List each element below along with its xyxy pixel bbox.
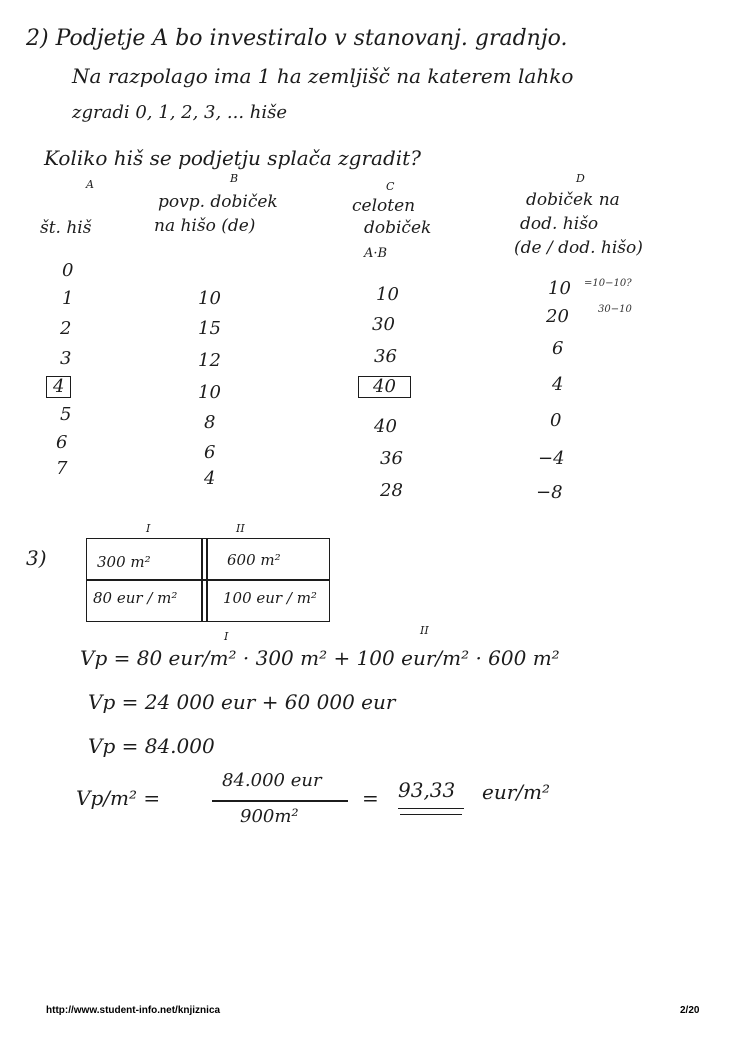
eq1-mark-I: I xyxy=(224,630,229,643)
row-c-4-boxed: 40 xyxy=(358,376,411,398)
row-a-6: 6 xyxy=(56,432,68,453)
problem3-table xyxy=(86,538,330,622)
result-underline-1 xyxy=(398,808,464,809)
footer-url[interactable]: http://www.student-info.net/knjiznica xyxy=(46,1005,221,1016)
row-b-7: 4 xyxy=(204,468,216,489)
header-d2: dod. hišo xyxy=(520,214,599,234)
row-b-5: 8 xyxy=(204,412,216,433)
row-a-2: 2 xyxy=(60,318,72,339)
problem2-line3: zgradi 0, 1, 2, 3, ... hiše xyxy=(72,102,288,123)
note-1: =10−10? xyxy=(584,278,632,289)
row-b-2: 15 xyxy=(198,318,221,339)
header-c1: celoten xyxy=(352,196,416,216)
row-d-2: 20 xyxy=(546,306,569,327)
result-underline-2 xyxy=(400,814,462,815)
row-b-1: 10 xyxy=(198,288,221,309)
eq4-equals: = xyxy=(362,786,379,810)
eq4-fraction-line xyxy=(212,800,348,802)
cell-i-price: 80 eur / m² xyxy=(93,589,178,607)
row-a-0: 0 xyxy=(62,260,74,281)
row-b-4: 10 xyxy=(198,382,221,403)
problem3-col-II: II xyxy=(236,522,245,535)
table-row-divider xyxy=(87,579,329,581)
row-b-6: 6 xyxy=(204,442,216,463)
header-d3: (de / dod. hišo) xyxy=(514,238,643,258)
page-number: 2/20 xyxy=(680,1005,700,1016)
eq4-result: 93,33 xyxy=(398,778,456,802)
eq4-denominator: 900m² xyxy=(240,806,299,827)
problem2-line1: 2) Podjetje A bo investiralo v stanovanj. gradnjo. xyxy=(26,26,568,51)
row-c-5: 40 xyxy=(374,416,397,437)
header-b2: na hišo (de) xyxy=(154,216,256,236)
eq4-left: Vp/m² = xyxy=(76,786,161,810)
equation-3: Vp = 84.000 xyxy=(88,734,215,758)
col-letter-d: D xyxy=(576,172,585,185)
problem3-label: 3) xyxy=(26,546,47,570)
header-b1: povp. dobiček xyxy=(158,192,278,212)
header-c2: dobiček xyxy=(364,218,432,238)
row-d-4: 4 xyxy=(552,374,564,395)
problem2-question: Koliko hiš se podjetju splača zgradit? xyxy=(44,146,421,170)
row-a-7: 7 xyxy=(56,458,68,479)
row-a-4-boxed: 4 xyxy=(46,376,71,398)
row-c-7: 28 xyxy=(380,480,403,501)
equation-1: Vp = 80 eur/m² · 300 m² + 100 eur/m² · 600 m² xyxy=(80,646,560,670)
row-c-3: 36 xyxy=(374,346,397,367)
row-d-5: 0 xyxy=(550,410,562,431)
eq4-numerator: 84.000 eur xyxy=(222,770,322,791)
header-c-formula: A·B xyxy=(364,246,388,261)
row-d-6: −4 xyxy=(538,448,565,469)
note-2: 30−10 xyxy=(598,304,632,315)
eq1-mark-II: II xyxy=(420,624,429,637)
problem2-line2: Na razpolago ima 1 ha zemljišč na katerem lahko xyxy=(72,64,574,88)
row-c-6: 36 xyxy=(380,448,403,469)
cell-ii-price: 100 eur / m² xyxy=(223,589,317,607)
col-letter-b: B xyxy=(230,172,239,185)
cell-ii-area: 600 m² xyxy=(227,551,281,569)
header-a: št. hiš xyxy=(40,218,92,238)
col-letter-a: A xyxy=(86,178,94,191)
eq4-unit: eur/m² xyxy=(482,780,550,804)
col-letter-c: C xyxy=(386,180,395,193)
row-c-1: 10 xyxy=(376,284,399,305)
cell-i-area: 300 m² xyxy=(97,553,151,571)
row-c-2: 30 xyxy=(372,314,395,335)
row-a-3: 3 xyxy=(60,348,72,369)
problem3-col-I: I xyxy=(146,522,151,535)
equation-2: Vp = 24 000 eur + 60 000 eur xyxy=(88,690,396,714)
row-a-1: 1 xyxy=(62,288,74,309)
row-d-7: −8 xyxy=(536,482,563,503)
header-d1: dobiček na xyxy=(526,190,620,210)
row-d-3: 6 xyxy=(552,338,564,359)
row-a-5: 5 xyxy=(60,404,72,425)
row-d-1: 10 xyxy=(548,278,571,299)
row-b-3: 12 xyxy=(198,350,221,371)
